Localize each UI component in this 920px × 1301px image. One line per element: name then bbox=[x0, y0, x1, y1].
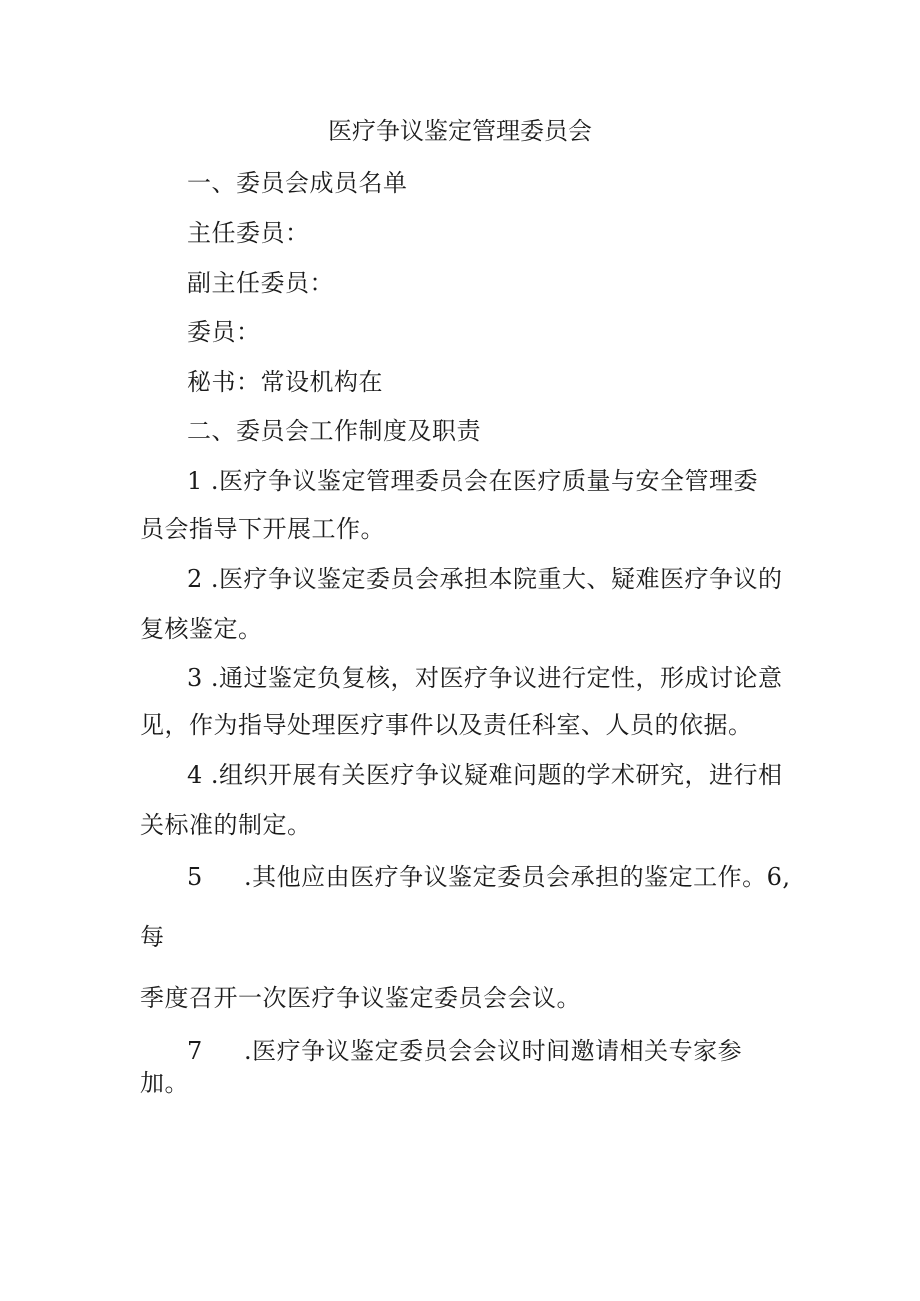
director-label: 主任委员： bbox=[187, 219, 310, 247]
item-1-line-1: 1 .医疗争议鉴定管理委员会在医疗质量与安全管理委 bbox=[187, 467, 759, 495]
section-heading-members: 一、委员会成员名单 bbox=[187, 169, 408, 197]
item-2-line-2: 复核鉴定。 bbox=[140, 615, 263, 643]
section-heading-duties: 二、委员会工作制度及职责 bbox=[187, 417, 481, 445]
item-7-number: 7 bbox=[187, 1037, 203, 1065]
document-title: 医疗争议鉴定管理委员会 bbox=[328, 117, 592, 145]
item-3-line-1: 3 .通过鉴定负复核，对医疗争议进行定性，形成讨论意 bbox=[187, 664, 783, 692]
item-6-fragment: 每 bbox=[140, 923, 165, 951]
deputy-director-label: 副主任委员： bbox=[187, 269, 334, 297]
item-5-number: 5 bbox=[187, 863, 203, 891]
item-5-text: .其他应由医疗争议鉴定委员会承担的鉴定工作。6, bbox=[244, 863, 791, 891]
item-4-line-1: 4 .组织开展有关医疗争议疑难问题的学术研究，进行相 bbox=[187, 761, 783, 789]
item-7-text: .医疗争议鉴定委员会会议时间邀请相关专家参 bbox=[244, 1037, 743, 1065]
item-3-line-2: 见，作为指导处理医疗事件以及责任科室、人员的依据。 bbox=[140, 711, 753, 739]
member-label: 委员： bbox=[187, 318, 261, 346]
item-2-line-1: 2 .医疗争议鉴定委员会承担本院重大、疑难医疗争议的 bbox=[187, 565, 783, 593]
item-6-text: 季度召开一次医疗争议鉴定委员会会议。 bbox=[140, 984, 581, 1012]
item-4-line-2: 关标准的制定。 bbox=[140, 811, 312, 839]
item-1-line-2: 员会指导下开展工作。 bbox=[140, 515, 385, 543]
item-7-line-2: 加。 bbox=[140, 1069, 189, 1097]
secretary-label: 秘书：常设机构在 bbox=[187, 368, 383, 396]
